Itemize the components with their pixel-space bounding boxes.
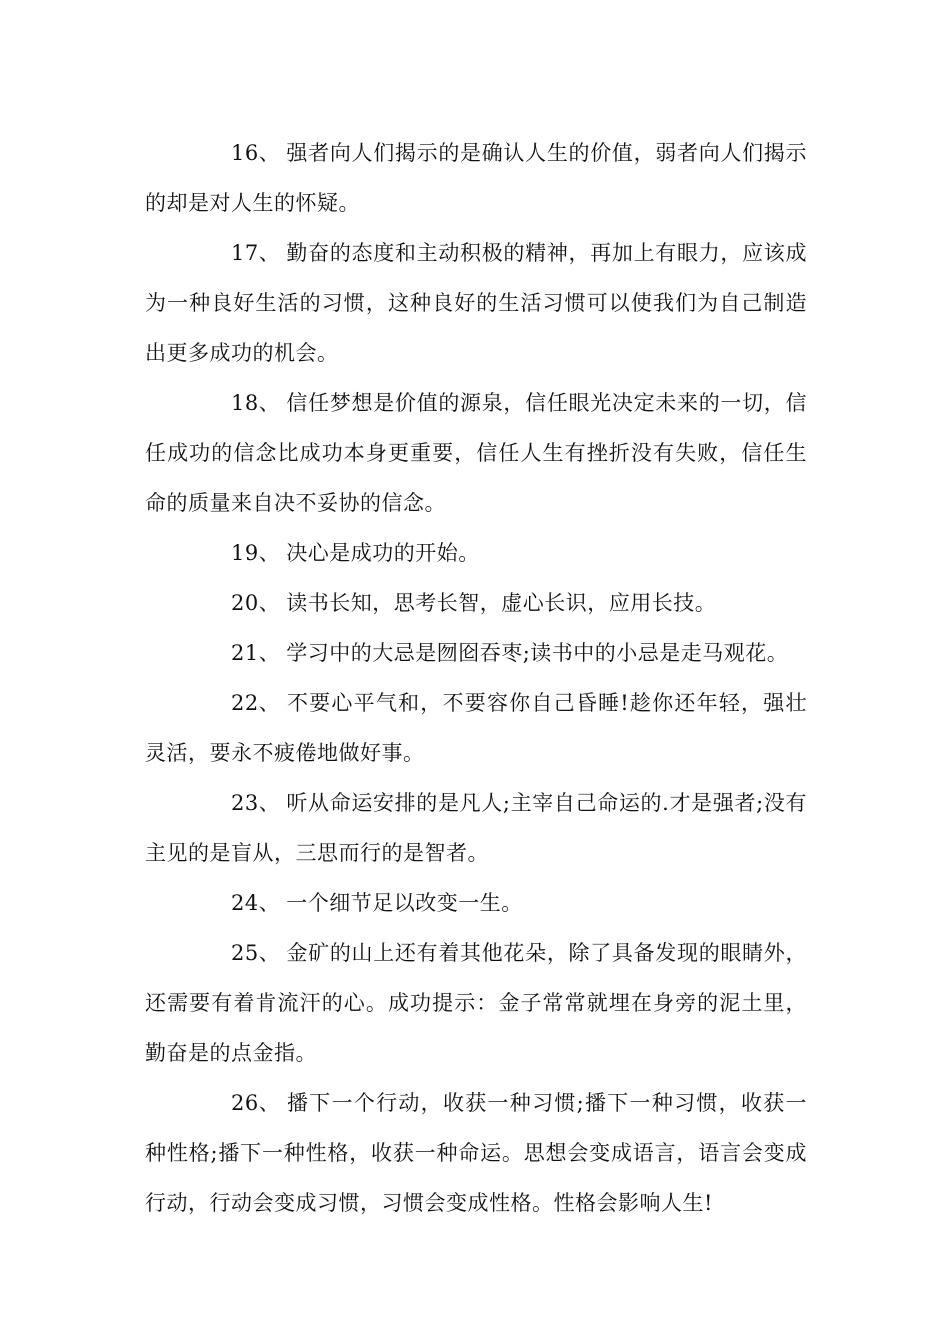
item-number: 23、	[231, 791, 281, 815]
list-item	[145, 128, 807, 228]
list-item	[145, 228, 807, 378]
list-item	[145, 628, 807, 678]
item-text: 读书长知，思考长智，虚心长识，应用长技。	[286, 591, 717, 615]
item-number: 19、	[231, 541, 281, 565]
list-item	[145, 1078, 807, 1228]
item-number: 25、	[231, 941, 281, 965]
item-number: 16、	[231, 141, 281, 165]
item-number: 17、	[231, 241, 281, 265]
list-item	[145, 528, 807, 578]
list-item	[145, 578, 807, 628]
item-number: 18、	[231, 391, 281, 415]
item-text: 信任梦想是价值的源泉，信任眼光决定未来的一切，信任成功的信念比成功本身更重要，信任人生有挫折没有失败，信任生命的质量来自决不妥协的信念。	[145, 391, 807, 515]
item-number: 21、	[231, 641, 281, 665]
item-text: 强者向人们揭示的是确认人生的价值，弱者向人们揭示的却是对人生的怀疑。	[145, 141, 807, 215]
item-text: 一个细节足以改变一生。	[286, 891, 523, 915]
list-item	[145, 378, 807, 528]
item-text: 不要心平气和，不要容你自己昏睡!趁你还年轻，强壮灵活，要永不疲倦地做好事。	[145, 691, 807, 765]
item-number: 22、	[231, 691, 281, 715]
item-text: 决心是成功的开始。	[286, 541, 480, 565]
list-item	[145, 778, 807, 878]
item-text: 金矿的山上还有着其他花朵，除了具备发现的眼睛外，还需要有着肯流汗的心。成功提示：金子常常就埋在身旁的泥土里，勤奋是的点金指。	[145, 941, 807, 1065]
list-item	[145, 678, 807, 778]
item-text: 勤奋的态度和主动积极的精神，再加上有眼力，应该成为一种良好生活的习惯，这种良好的生活习惯可以使我们为自己制造出更多成功的机会。	[145, 241, 807, 365]
item-text: 播下一个行动，收获一种习惯;播下一种习惯，收获一种性格;播下一种性格，收获一种命运。思想会变成语言，语言会变成行动，行动会变成习惯，习惯会变成性格。性格会影响人生!	[145, 1091, 807, 1215]
item-number: 26、	[231, 1091, 281, 1115]
list-item	[145, 878, 807, 928]
item-text: 学习中的大忌是囫囵吞枣;读书中的小忌是走马观花。	[286, 641, 789, 665]
item-number: 24、	[231, 891, 281, 915]
document-body	[145, 128, 807, 1228]
item-text: 听从命运安排的是凡人;主宰自己命运的.才是强者;没有主见的是盲从，三思而行的是智者。	[145, 791, 807, 865]
list-item	[145, 928, 807, 1078]
item-number: 20、	[231, 591, 281, 615]
